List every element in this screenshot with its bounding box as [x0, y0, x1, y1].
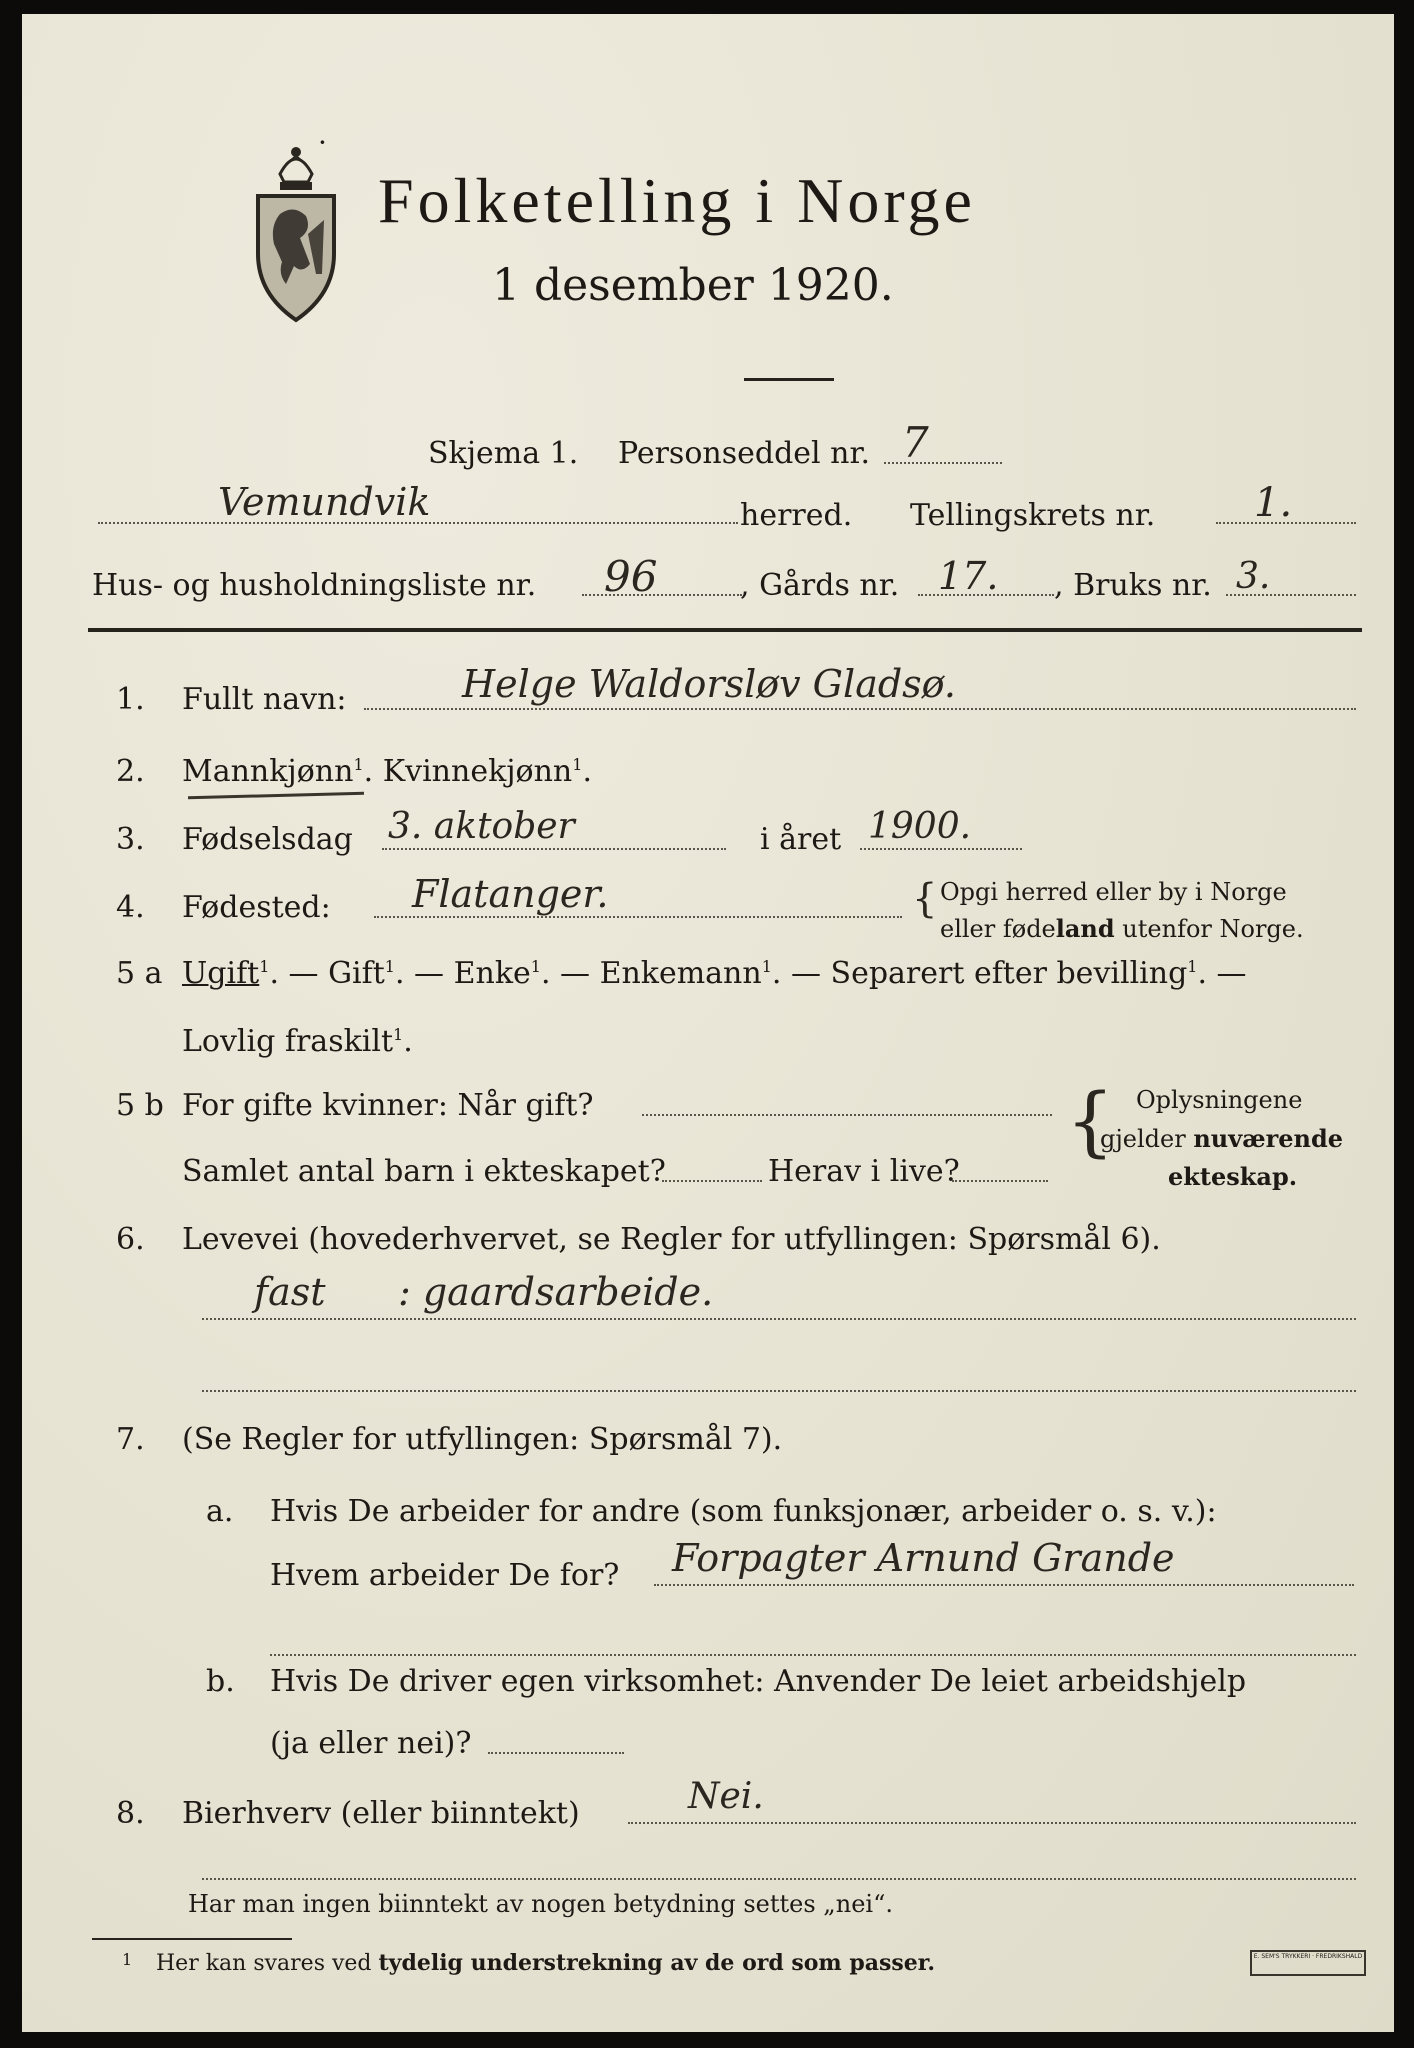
q1-label: Fullt navn: — [182, 682, 347, 717]
married-date-field-line — [642, 1114, 1052, 1116]
year-label: i året — [760, 822, 842, 857]
title-divider — [744, 378, 834, 381]
option-gift[interactable]: Gift — [328, 956, 385, 991]
q8-number: 8. — [116, 1796, 145, 1831]
employer-value[interactable]: Forpagter Arnund Grande — [672, 1536, 1175, 1580]
footer-note: Har man ingen biinntekt av nogen betydning settes „nei“. — [188, 1890, 893, 1918]
year-field-line — [860, 848, 1022, 850]
form-title: Folketelling i Norge — [378, 165, 976, 236]
personseddel-value[interactable]: 7 — [902, 418, 929, 467]
birthplace-field-line — [374, 916, 902, 918]
option-enkemann[interactable]: Enkemann — [599, 956, 762, 991]
q5b-note-line3: ekteskap. — [1168, 1162, 1298, 1191]
q7a-label-line2: Hvem arbeider De for? — [270, 1558, 620, 1593]
footnote-text: Her kan svares ved tydelig understrekning av de ord som passer. — [156, 1950, 936, 1976]
census-form-page — [22, 14, 1394, 2032]
gards-value[interactable]: 17. — [938, 554, 999, 598]
q5b-married-label: For gifte kvinner: Når gift? — [182, 1088, 594, 1123]
option-separert[interactable]: Separert efter bevilling — [830, 956, 1188, 991]
hired-help-field-line — [488, 1752, 624, 1754]
q8-label: Bierhverv (eller biinntekt) — [182, 1796, 580, 1831]
birthplace-value[interactable]: Flatanger. — [412, 872, 609, 916]
q1-number: 1. — [116, 682, 145, 717]
q7b-label-line2: (ja eller nei)? — [270, 1726, 472, 1761]
birthday-field-line — [382, 848, 726, 850]
q5b-brace: { — [1066, 1076, 1115, 1165]
marital-status-options: Ugift$^1$. — Gift$^1$. — Enke$^1$. — Enkemann$^1$. — Separert efter bevilling$^1$. — — [182, 956, 1247, 991]
q7-label: (Se Regler for utfyllingen: Spørsmål 7). — [182, 1422, 783, 1457]
option-enke[interactable]: Enke — [453, 956, 531, 991]
option-lovlig-fraskilt[interactable]: Lovlig fraskilt$^1$. — [182, 1024, 413, 1059]
herred-value[interactable]: Vemundvik — [218, 480, 431, 524]
tellingskrets-label: Tellingskrets nr. — [910, 498, 1156, 533]
bruks-value[interactable]: 3. — [1236, 556, 1271, 597]
q3-number: 3. — [116, 822, 145, 857]
occupation-field-line-1 — [202, 1318, 1356, 1320]
q4-note-line1: Opgi herred eller by i Norge — [940, 878, 1287, 906]
q5b-number: 5 b — [116, 1088, 164, 1123]
footnote-divider — [92, 1938, 292, 1940]
occupation-field-line-2 — [202, 1390, 1356, 1392]
q7a-label-line1: Hvis De arbeider for andre (som funksjonær, arbeider o. s. v.): — [270, 1494, 1217, 1529]
q7-number: 7. — [116, 1422, 145, 1457]
footnote-number: 1 — [122, 1950, 133, 1969]
birthday-value[interactable]: 3. aktober — [388, 806, 575, 847]
male-underline-mark — [188, 792, 364, 800]
q5a-number: 5 a — [116, 956, 163, 991]
birth-year-value[interactable]: 1900. — [868, 806, 972, 847]
q6-number: 6. — [116, 1222, 145, 1257]
employer-field-line — [654, 1584, 1354, 1586]
employer-field-line-2 — [270, 1654, 1356, 1656]
bruks-label: , Bruks nr. — [1054, 568, 1212, 603]
q6-label: Levevei (hovederhvervet, se Regler for utfyllingen: Spørsmål 6). — [182, 1222, 1161, 1257]
children-field-line — [662, 1180, 762, 1182]
q5b-note-line1: Oplysningene — [1136, 1086, 1303, 1114]
q4-label: Fødested: — [182, 890, 331, 925]
q7b-number: b. — [206, 1664, 235, 1699]
personseddel-label: Personseddel nr. — [618, 436, 871, 471]
option-female[interactable]: Kvinnekjønn$^1$. — [382, 754, 592, 789]
alive-field-line — [952, 1180, 1048, 1182]
option-male[interactable]: Mannkjønn$^1$. — [182, 754, 374, 789]
husholdningsliste-label: Hus- og husholdningsliste nr. — [92, 568, 537, 603]
skjema-label: Skjema 1. — [428, 436, 579, 471]
option-ugift[interactable]: Ugift — [182, 956, 260, 991]
q3-label: Fødselsdag — [182, 822, 353, 857]
q7b-label-line1: Hvis De driver egen virksomhet: Anvender De leiet arbeidshjelp — [270, 1664, 1247, 1699]
side-income-value[interactable]: Nei. — [688, 1776, 764, 1817]
norwegian-coat-of-arms-icon — [250, 134, 342, 324]
side-income-field-line-2 — [202, 1878, 1356, 1880]
header-divider — [88, 628, 1362, 632]
q4-number: 4. — [116, 890, 145, 925]
tellingskrets-value[interactable]: 1. — [1254, 480, 1293, 526]
husholdningsliste-value[interactable]: 96 — [604, 552, 658, 601]
q4-brace: { — [912, 876, 938, 922]
q7a-number: a. — [206, 1494, 234, 1529]
printer-stamp: E. SEM'S TRYKKERI · FREDRIKSHALD — [1250, 1950, 1366, 1976]
full-name-value[interactable]: Helge Waldorsløv Gladsø. — [462, 662, 956, 706]
q1-field-line — [364, 708, 1356, 710]
side-income-field-line — [628, 1822, 1356, 1824]
q5b-note-line2: gjelder nuværende — [1100, 1124, 1344, 1153]
occupation-value[interactable]: fast : gaardsarbeide. — [254, 1270, 714, 1314]
gards-label: , Gårds nr. — [740, 568, 900, 603]
decorative-dot: · — [318, 126, 327, 159]
census-date: 1 desember 1920. — [492, 260, 894, 311]
gender-options — [182, 754, 592, 789]
q2-number: 2. — [116, 754, 145, 789]
herred-label: herred. — [740, 498, 853, 533]
q5b-children-label: Samlet antal barn i ekteskapet? — [182, 1154, 666, 1189]
q5b-alive-label: Herav i live? — [768, 1154, 960, 1189]
q4-note-line2: eller fødeland utenfor Norge. — [940, 914, 1304, 943]
